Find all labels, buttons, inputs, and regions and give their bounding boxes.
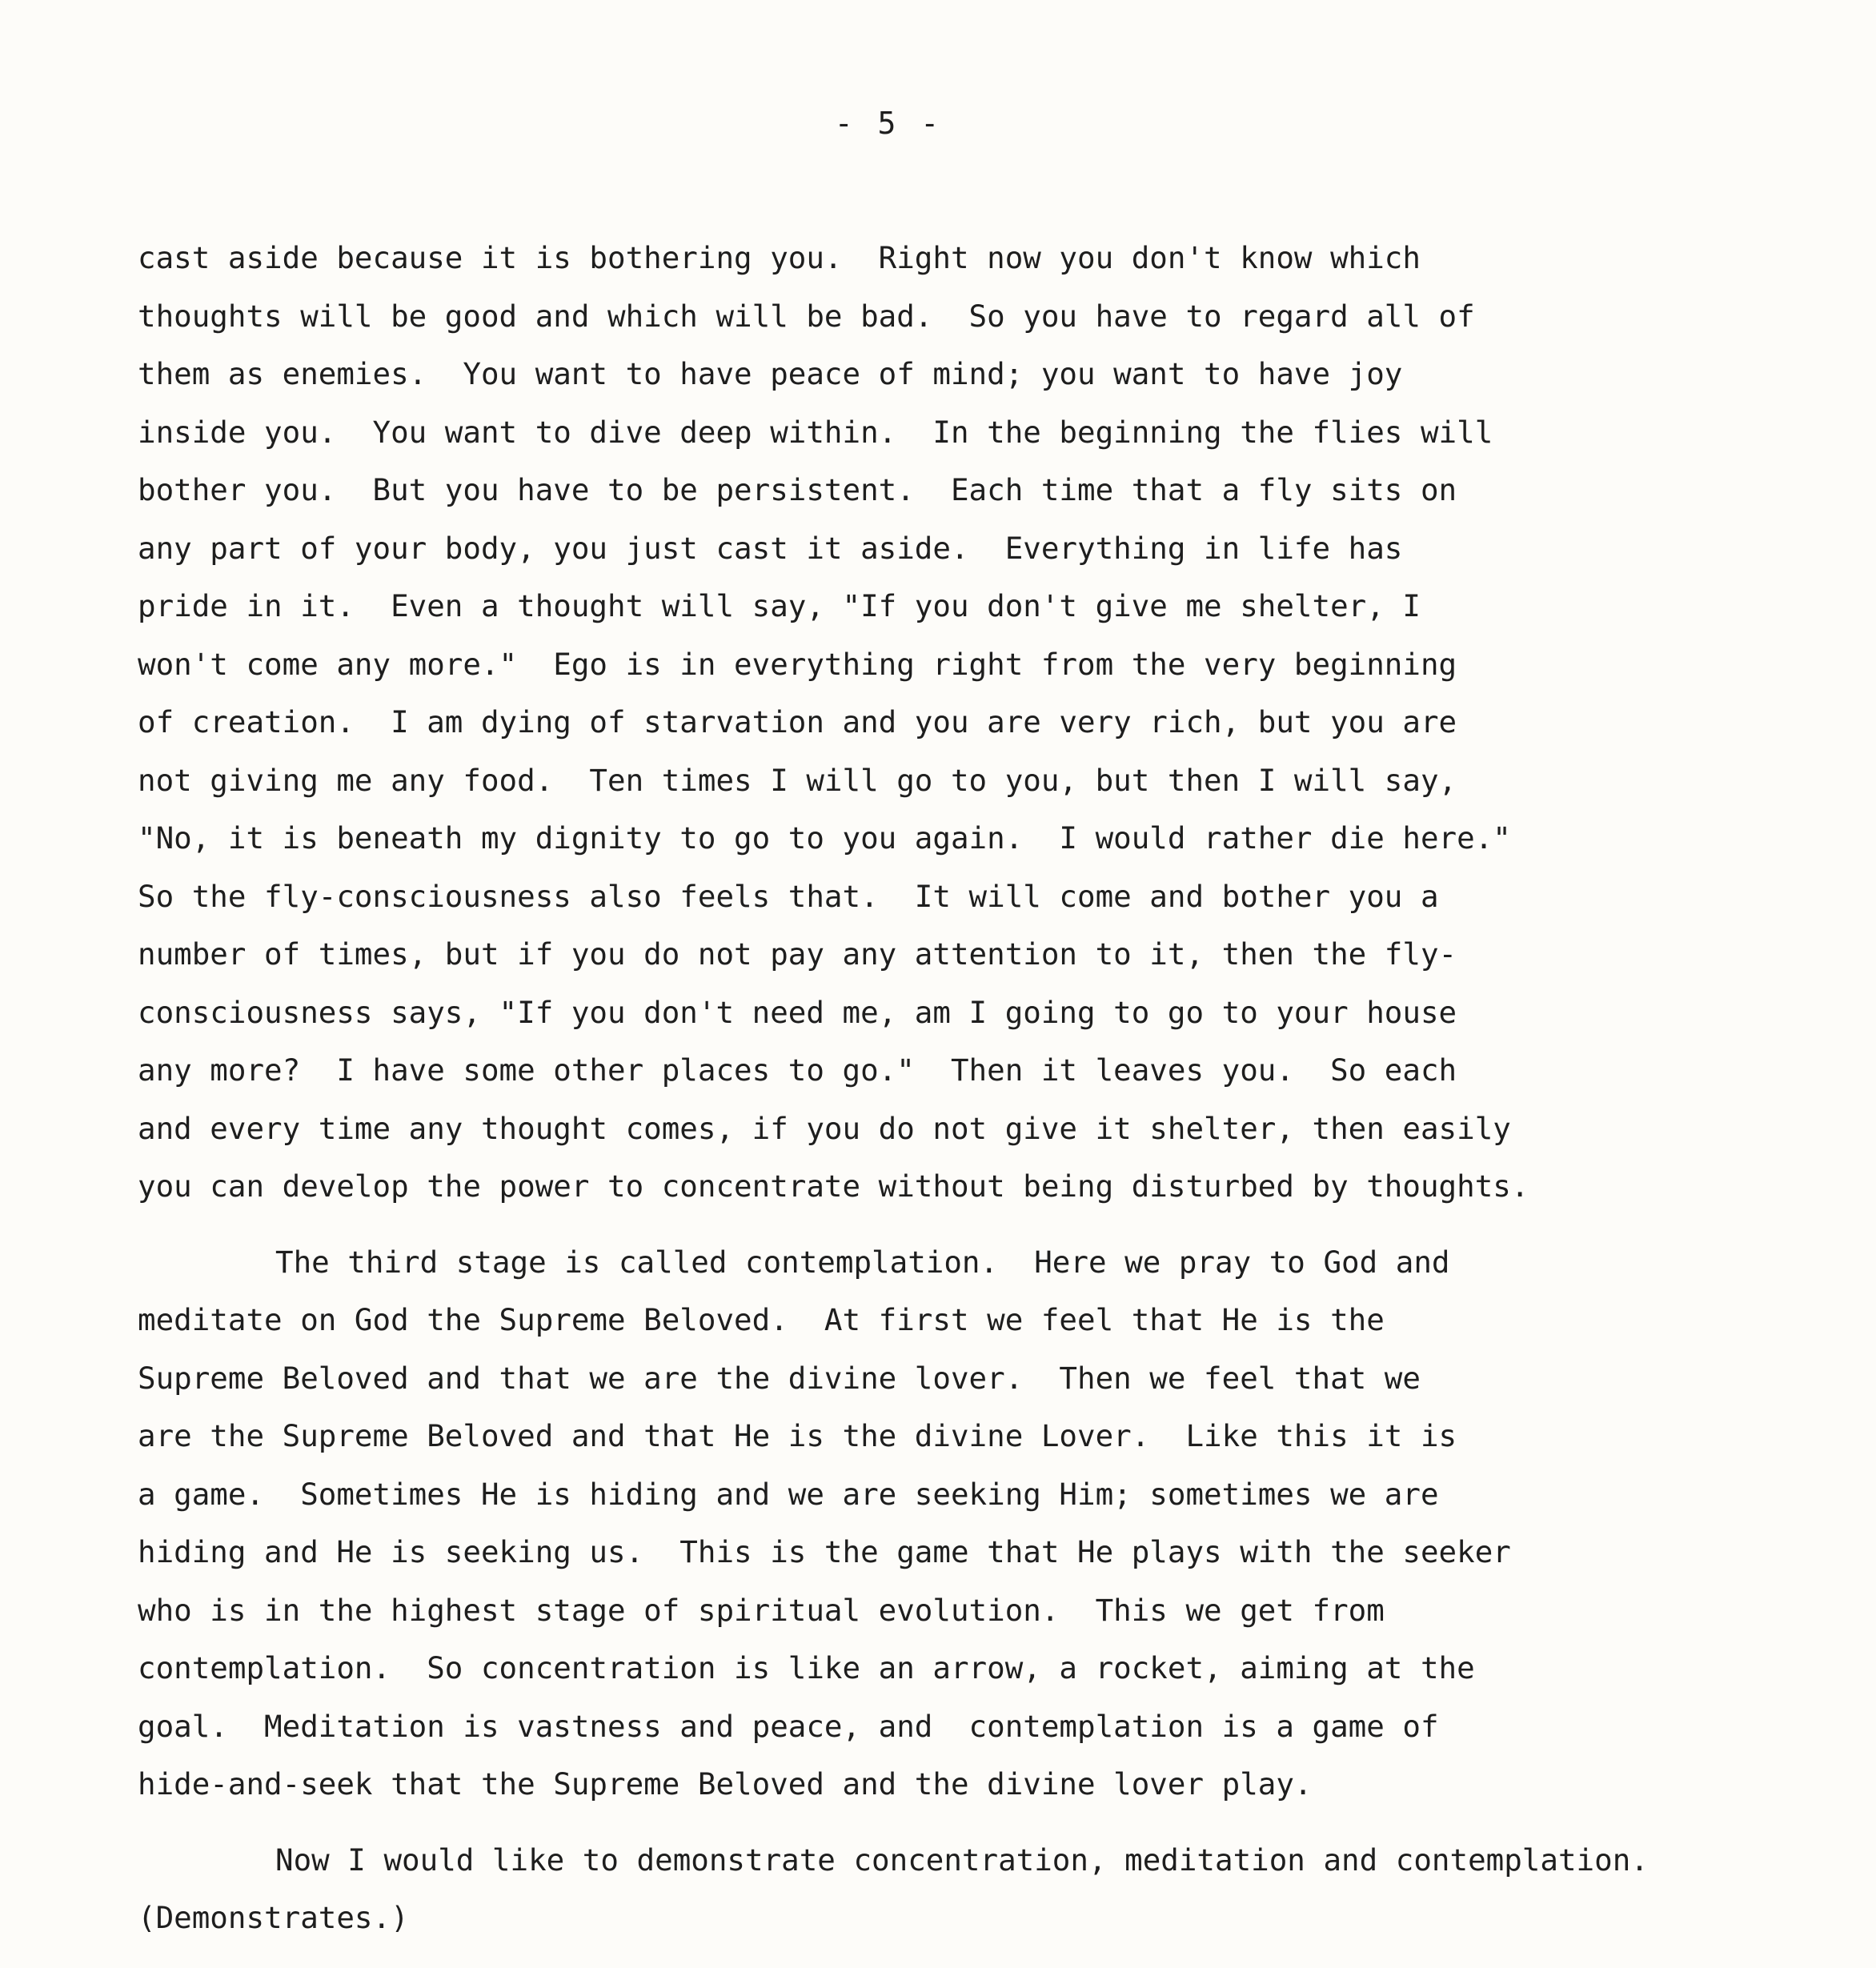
text-line: hide-and-seek that the Supreme Beloved and the divine lover play. [138, 1766, 1313, 1802]
text-line: a game. Sometimes He is hiding and we are seeking Him; sometimes we are [138, 1476, 1439, 1512]
page-number: - 5 - [834, 106, 943, 141]
text-line: of creation. I am dying of starvation and you are very rich, but you are [138, 704, 1457, 740]
text-line: who is in the highest stage of spiritual evolution. This we get from [138, 1592, 1385, 1628]
body-text [138, 229, 1834, 1947]
text-line: goal. Meditation is vastness and peace, and contemplation is a game of [138, 1708, 1439, 1744]
text-line: consciousness says, "If you don't need me, am I going to go to your house [138, 994, 1457, 1030]
text-line: meditate on God the Supreme Beloved. At first we feel that He is the [138, 1302, 1385, 1337]
text-line: The third stage is called contemplation. Here we pray to God and [275, 1244, 1450, 1280]
text-line: you can develop the power to concentrate without being disturbed by thoughts. [138, 1168, 1529, 1204]
text-line: them as enemies. You want to have peace of mind; you want to have joy [138, 356, 1403, 391]
text-line: thoughts will be good and which will be bad. So you have to regard all of [138, 298, 1475, 334]
text-line: won't come any more." Ego is in everything right from the very beginning [138, 646, 1457, 682]
text-line: not giving me any food. Ten times I will go to you, but then I will say, [138, 762, 1457, 798]
text-line: Now I would like to demonstrate concentration, meditation and contemplation. [275, 1842, 1649, 1878]
text-line: So the fly-consciousness also feels that. It will come and bother you a [138, 878, 1439, 914]
text-line: "No, it is beneath my dignity to go to you again. I would rather die here." [138, 820, 1511, 856]
paragraph-3 [138, 1831, 1834, 1947]
text-line: inside you. You want to dive deep within. In the beginning the flies will [138, 414, 1493, 450]
text-line: Supreme Beloved and that we are the divine lover. Then we feel that we [138, 1360, 1421, 1396]
text-line: are the Supreme Beloved and that He is the divine Lover. Like this it is [138, 1418, 1457, 1453]
text-line: (Demonstrates.) [138, 1900, 409, 1935]
text-line: any more? I have some other places to go." Then it leaves you. So each [138, 1052, 1457, 1088]
paragraph-2 [138, 1233, 1834, 1814]
text-line: hiding and He is seeking us. This is the game that He plays with the seeker [138, 1534, 1511, 1569]
text-line: contemplation. So concentration is like an arrow, a rocket, aiming at the [138, 1650, 1475, 1685]
text-line: pride in it. Even a thought will say, "If you don't give me shelter, I [138, 588, 1421, 623]
text-line: cast aside because it is bothering you. Right now you don't know which [138, 240, 1421, 275]
text-line: number of times, but if you do not pay any attention to it, then the fly- [138, 936, 1457, 972]
text-line: bother you. But you have to be persistent. Each time that a fly sits on [138, 472, 1457, 507]
text-line: any part of your body, you just cast it aside. Everything in life has [138, 530, 1403, 566]
text-line: and every time any thought comes, if you do not give it shelter, then easily [138, 1110, 1511, 1146]
paragraph-1 [138, 229, 1834, 1216]
